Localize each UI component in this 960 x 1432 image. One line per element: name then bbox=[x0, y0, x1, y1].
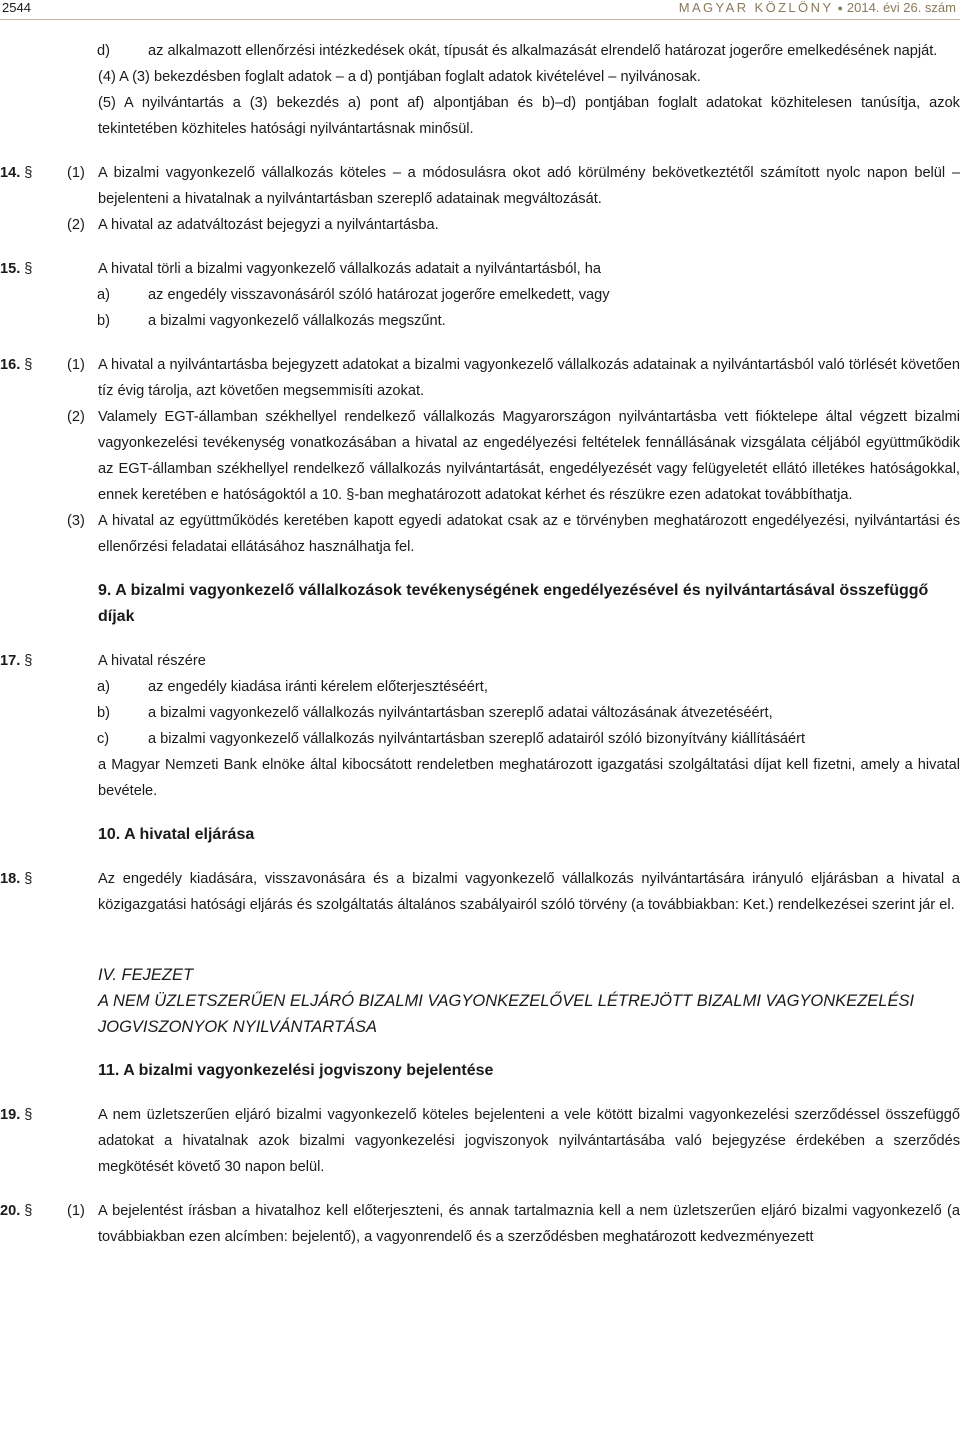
subtitle-heading-9: 9. A bizalmi vagyonkezelő vállalkozások tevékenységének engedélyezésével és nyilvántartásával összefüggő díjak bbox=[98, 582, 929, 625]
paragraph-number: (4) bbox=[98, 69, 116, 85]
publication-title: MAGYAR KÖZLÖNY bbox=[678, 0, 834, 15]
section-text: Az engedély kiadására, visszavonására és a bizalmi vagyonkezelő vállalkozás nyilvántartására irányuló eljárásban a hivatal a közigazgatási hatósági eljárás és szolgáltatás általános szabályairól szóló törvény (a továbbiakban: Ket.) rendelkezései szerint jár el. bbox=[98, 871, 960, 913]
paragraph-text: Valamely EGT-államban székhellyel rendelkező vállalkozás Magyarországon nyilvántartásba vett fióktelepe által végzett bizalmi vagyonkezelési tevékenység vonatkozásában a hivatal az engedélyezési feltételek fennállásának vizsgálata céljából együttműködik az EGT-államban székhellyel rendelkező vállalkozás nyilvántartását, engedélyezését vagy felügyeletét ellátó illetékes hatóságokkal, ennek keretében e hatóságoktól a 10. §-ban meghatározott adatokat kérhet és részükre ezen adatokat továbbíthatja. bbox=[98, 409, 960, 503]
section-14-paragraph-2 bbox=[0, 212, 960, 238]
section-text: A nem üzletszerűen eljáró bizalmi vagyonkezelő köteles bejelenteni a vele kötött bizalmi vagyonkezelési szerződéssel összefüggő adatokat a hivatalnak azok bizalmi vagyonkezelési jogviszonyok nyilvántartásába való bejegyzése érdekében a szerződés megkötését követő 30 napon belül. bbox=[98, 1107, 960, 1175]
page-number: 2544 bbox=[2, 0, 31, 15]
section-18 bbox=[0, 866, 960, 918]
publication-info bbox=[679, 0, 956, 16]
section-number: 19. § bbox=[0, 1107, 33, 1123]
point-d bbox=[0, 38, 960, 64]
point-a bbox=[0, 282, 960, 308]
chapter-title: A NEM ÜZLETSZERŰEN ELJÁRÓ BIZALMI VAGYONKEZELŐVEL LÉTREJÖTT BIZALMI VAGYONKEZELÉSI JOGVISZONYOK NYILVÁNTARTÁSA bbox=[98, 992, 915, 1036]
paragraph-text: A bizalmi vagyonkezelő vállalkozás köteles – a módosulásra okot adó körülmény bekövetkeztétől számított nyolc napon belül – bejelenteni a hivatalnak a nyilvántartásban szereplő adatainak megváltozását. bbox=[98, 165, 960, 207]
paragraph-text bbox=[98, 90, 960, 142]
section-sign-icon: § bbox=[24, 165, 33, 181]
paragraph-number: (3) bbox=[67, 513, 85, 529]
point-label: d) bbox=[97, 43, 110, 59]
paragraph-number: (5) bbox=[98, 95, 116, 111]
section-outro: a Magyar Nemzeti Bank elnöke által kibocsátott rendeletben meghatározott igazgatási szolgáltatási díjat kell fizetni, amely a hivatal bevétele. bbox=[98, 757, 960, 799]
section-sign-icon: § bbox=[24, 1107, 33, 1123]
section-intro: A hivatal részére bbox=[98, 653, 206, 669]
section-20 bbox=[0, 1198, 960, 1250]
section-17 bbox=[0, 648, 960, 674]
separator-dot: ● bbox=[837, 3, 843, 13]
section-14 bbox=[0, 160, 960, 212]
section-sign-icon: § bbox=[24, 653, 33, 669]
point-a bbox=[0, 674, 960, 700]
paragraph-text: A hivatal az együttműködés keretében kapott egyedi adatokat csak az e törvényben meghatározott engedélyezési, nyilvántartási és ellenőrzési feladatai ellátásához használhatja fel. bbox=[98, 513, 960, 555]
section-17-outro bbox=[0, 752, 960, 804]
paragraph-number: (2) bbox=[67, 217, 85, 233]
section-sign-icon: § bbox=[24, 871, 33, 887]
paragraph-5 bbox=[0, 90, 960, 142]
section-19 bbox=[0, 1102, 960, 1180]
section-number: 17. § bbox=[0, 653, 33, 669]
point-c bbox=[0, 726, 960, 752]
subtitle-heading-11: 11. A bizalmi vagyonkezelési jogviszony bejelentése bbox=[98, 1062, 494, 1079]
page-header bbox=[0, 0, 960, 20]
paragraph-body: A nyilvántartás a (3) bekezdés a) pont af) alpontjában és b)–d) pontjában foglalt adatokat közhitelesen tanúsítja, azok tekintetében közhiteles hatósági nyilvántartásnak minősül. bbox=[98, 95, 960, 137]
chapter-number: IV. FEJEZET bbox=[98, 966, 194, 984]
point-text: a bizalmi vagyonkezelő vállalkozás nyilvántartásban szereplő adatai változásának átvezetéséért, bbox=[148, 705, 773, 721]
subtitle-heading-10: 10. A hivatal eljárása bbox=[98, 826, 255, 843]
point-label: a) bbox=[97, 679, 110, 695]
point-label: b) bbox=[97, 705, 110, 721]
section-15 bbox=[0, 256, 960, 282]
point-text: az engedély kiadása iránti kérelem előterjesztéséért, bbox=[148, 679, 488, 695]
paragraph-text: A hivatal az adatváltozást bejegyzi a nyilvántartásba. bbox=[98, 217, 439, 233]
document-body bbox=[0, 38, 960, 1250]
paragraph-text: A hivatal a nyilvántartásba bejegyzett adatokat a bizalmi vagyonkezelő vállalkozás adatainak a nyilvántartásból való törlését követően tíz évig tárolja, azt követően megsemmisíti azokat. bbox=[98, 357, 960, 399]
section-16-paragraph-2 bbox=[0, 404, 960, 508]
paragraph-number: (1) bbox=[67, 165, 85, 181]
section-sign-icon: § bbox=[24, 357, 33, 373]
section-number: 20. § bbox=[0, 1203, 33, 1219]
section-number: 18. § bbox=[0, 871, 33, 887]
point-text: a bizalmi vagyonkezelő vállalkozás nyilvántartásban szereplő adatairól szóló bizonyítvány kiállításáért bbox=[148, 731, 806, 747]
paragraph-body: A (3) bekezdésben foglalt adatok – a d) pontjában foglalt adatok kivételével – nyilvánosak. bbox=[119, 69, 701, 85]
section-intro: A hivatal törli a bizalmi vagyonkezelő vállalkozás adatait a nyilvántartásból, ha bbox=[98, 261, 601, 277]
point-label: b) bbox=[97, 313, 110, 329]
point-b bbox=[0, 700, 960, 726]
section-sign-icon: § bbox=[24, 261, 33, 277]
header-rule bbox=[0, 19, 960, 20]
paragraph-number: (1) bbox=[67, 357, 85, 373]
paragraph-number: (1) bbox=[67, 1203, 85, 1219]
paragraph-number: (2) bbox=[67, 409, 85, 425]
point-text: az alkalmazott ellenőrzési intézkedések okát, típusát és alkalmazását elrendelő határozat jogerőre emelkedésének napját. bbox=[148, 43, 938, 59]
section-number: 16. § bbox=[0, 357, 33, 373]
paragraph-text bbox=[98, 64, 960, 90]
section-16 bbox=[0, 352, 960, 404]
paragraph-text: A bejelentést írásban a hivatalhoz kell előterjeszteni, és annak tartalmaznia kell a nem üzletszerűen eljáró bizalmi vagyonkezelő (a továbbiakban ezen alcímben: bejelentő), a vagyonrendelő és a szerződésben meghatározott kedvezményezett bbox=[98, 1203, 960, 1245]
section-sign-icon: § bbox=[24, 1203, 33, 1219]
point-label: c) bbox=[97, 731, 110, 747]
issue-label: 2014. évi 26. szám bbox=[846, 0, 956, 15]
section-16-paragraph-3 bbox=[0, 508, 960, 560]
paragraph-4 bbox=[0, 64, 960, 90]
point-label: a) bbox=[97, 287, 110, 303]
point-text: a bizalmi vagyonkezelő vállalkozás megszűnt. bbox=[148, 313, 446, 329]
section-number: 15. § bbox=[0, 261, 33, 277]
section-number: 14. § bbox=[0, 165, 33, 181]
point-b bbox=[0, 308, 960, 334]
point-text: az engedély visszavonásáról szóló határozat jogerőre emelkedett, vagy bbox=[148, 287, 610, 303]
